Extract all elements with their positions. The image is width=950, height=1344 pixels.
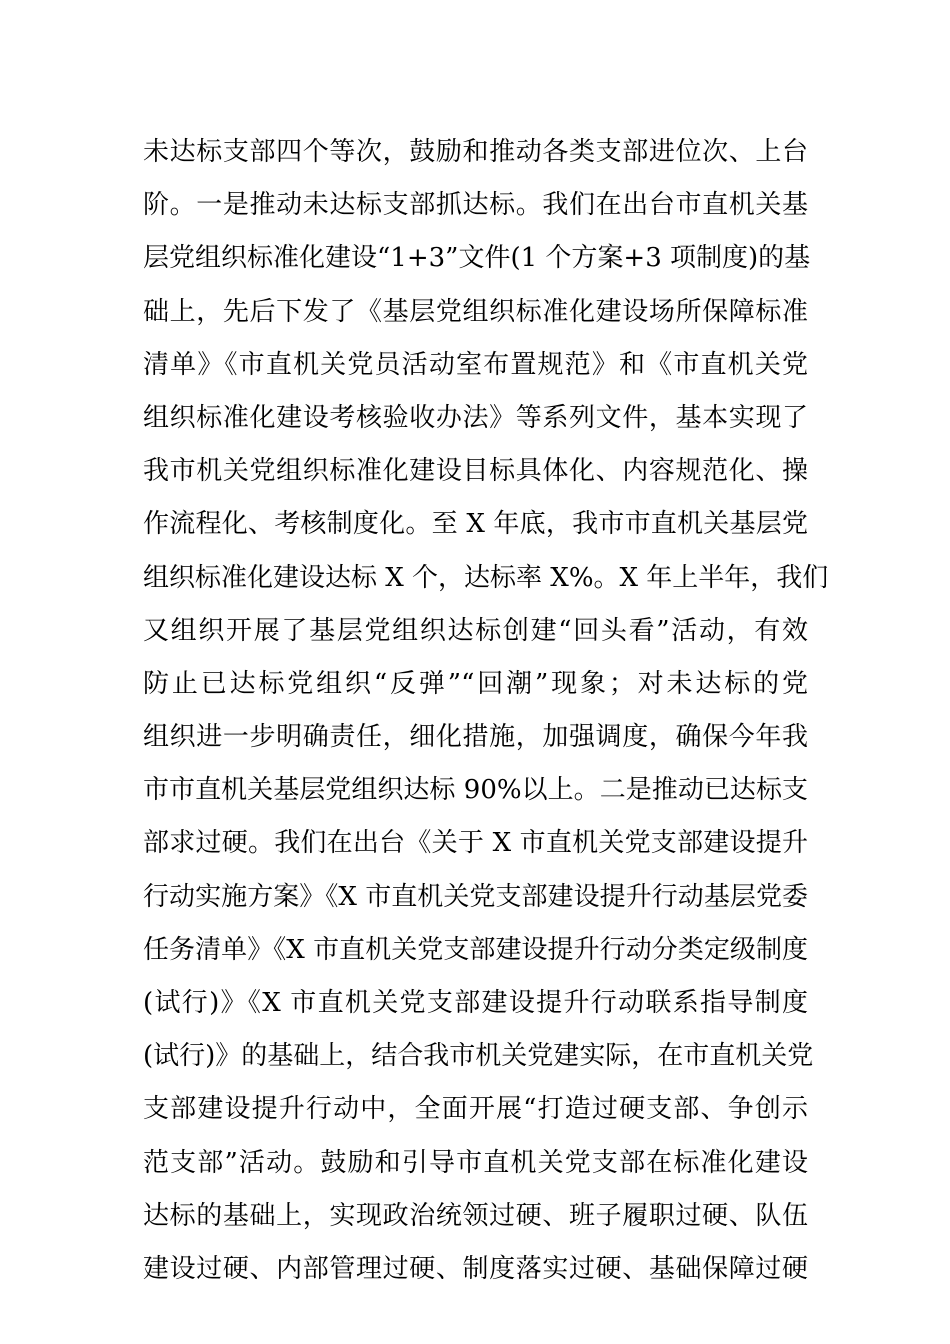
text-line: 建设过硬、内部管理过硬、制度落实过硬、基础保障过硬 <box>143 1253 808 1284</box>
text-line: 又组织开展了基层党组织达标创建“回头看”活动，有效 <box>143 615 808 646</box>
text-line: 阶。一是推动未达标支部抓达标。我们在出台市直机关基 <box>143 190 808 221</box>
text-line: 清单》《市直机关党员活动室布置规范》和《市直机关党 <box>143 349 808 380</box>
text-line: 组织标准化建设考核验收办法》等系列文件，基本实现了 <box>143 402 808 433</box>
text-line: 部求过硬。我们在出台《关于 X 市直机关党支部建设提升 <box>143 828 808 859</box>
text-line: 支部建设提升行动中，全面开展“打造过硬支部、争创示 <box>143 1094 808 1125</box>
text-line: 我市机关党组织标准化建设目标具体化、内容规范化、操 <box>143 456 808 487</box>
text-line: (试行)》的基础上，结合我市机关党建实际，在市直机关党 <box>143 1041 814 1072</box>
text-line: 层党组织标准化建设“1+3”文件(1 个方案+3 项制度)的基 <box>143 243 811 274</box>
text-line: 未达标支部四个等次，鼓励和推动各类支部进位次、上台 <box>143 137 808 167</box>
text-line: (试行)》《X 市直机关党支部建设提升行动联系指导制度 <box>143 988 808 1018</box>
document-body <box>143 126 829 1296</box>
text-line: 础上，先后下发了《基层党组织标准化建设场所保障标准 <box>143 296 808 327</box>
text-line: 防止已达标党组织“反弹”“回潮”现象；对未达标的党 <box>143 668 808 699</box>
text-line: 市市直机关基层党组织达标 90%以上。二是推动已达标支 <box>143 775 808 806</box>
text-line: 组织进一步明确责任，细化措施，加强调度，确保今年我 <box>143 722 808 753</box>
text-line: 达标的基础上，实现政治统领过硬、班子履职过硬、队伍 <box>143 1200 808 1231</box>
text-line: 行动实施方案》《X 市直机关党支部建设提升行动基层党委 <box>143 881 808 912</box>
text-line: 作流程化、考核制度化。至 X 年底，我市市直机关基层党 <box>143 509 808 540</box>
text-line: 任务清单》《X 市直机关党支部建设提升行动分类定级制度 <box>143 934 808 965</box>
text-line: 组织标准化建设达标 X 个，达标率 X%。X 年上半年，我们 <box>143 562 829 593</box>
text-line: 范支部”活动。鼓励和引导市直机关党支部在标准化建设 <box>143 1147 808 1178</box>
